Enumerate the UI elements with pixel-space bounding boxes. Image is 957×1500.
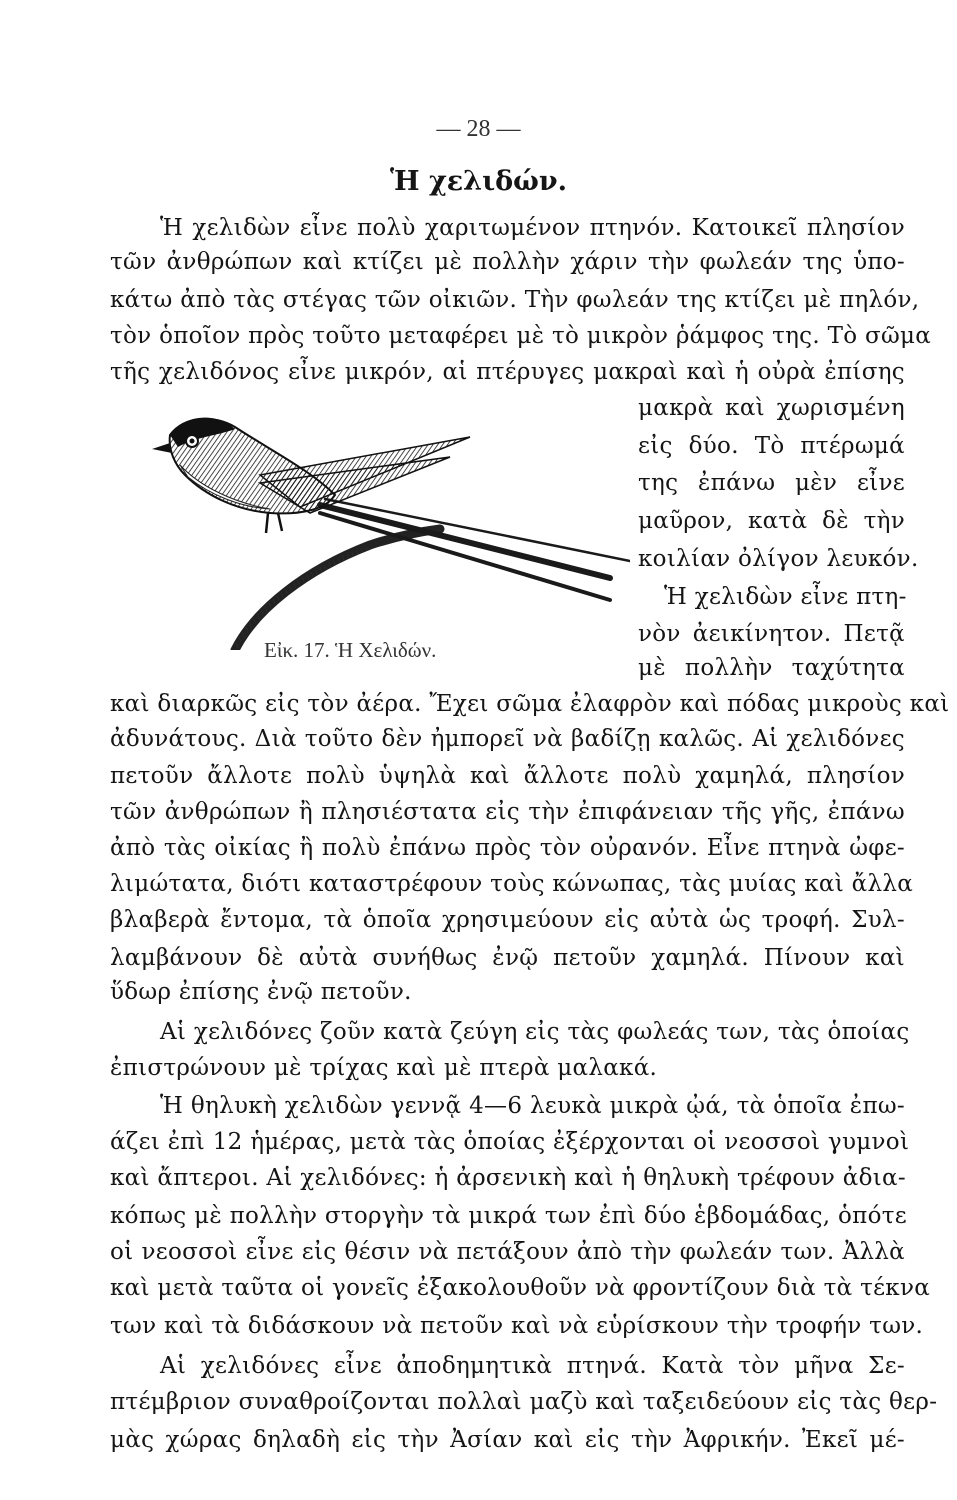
text-line: ἀπὸ τὰς οἰκίας ἢ πολὺ ἐπάνω πρὸς τὸν οὐρανόν. Εἶνε πτηνὰ ὠφε-	[110, 835, 905, 861]
swallow-illustration	[140, 395, 630, 650]
text-line: μὲ πολλὴν ταχύτητα	[638, 655, 905, 681]
text-line: εἰς δύο. Τὸ πτέρωμά	[638, 433, 905, 459]
text-line: μὰς χώρας δηλαδὴ εἰς τὴν Ἀσίαν καὶ εἰς τὴν Ἀφρικήν. Ἐκεῖ μέ-	[110, 1427, 905, 1453]
text-line: καὶ διαρκῶς εἰς τὸν ἀέρα. Ἔχει σῶμα ἐλαφρὸν καὶ πόδας μικροὺς καὶ	[110, 691, 950, 717]
text-line: οἱ νεοσσοὶ εἶνε εἰς θέσιν νὰ πετάξουν ἀπὸ τὴν φωλεάν των. Ἀλλὰ	[110, 1239, 905, 1265]
text-line: πετοῦν ἄλλοτε πολὺ ὑψηλὰ καὶ ἄλλοτε πολὺ χαμηλά, πλησίον	[110, 763, 905, 789]
text-line: τῶν ἀνθρώπων ἢ πλησιέστατα εἰς τὴν ἐπιφάνειαν τῆς γῆς, ἐπάνω	[110, 799, 905, 825]
figure-caption: Εἰκ. 17. Ἡ Χελιδών.	[264, 638, 437, 662]
text-line: Ἡ θηλυκὴ χελιδὼν γεννᾷ 4—6 λευκὰ μικρὰ ᾠά, τὰ ὁποῖα ἐπω-	[160, 1093, 905, 1119]
text-line: ἀδυνάτους. Διὰ τοῦτο δὲν ἠμπορεῖ νὰ βαδίζῃ καλῶς. Αἱ χελιδόνες	[110, 726, 905, 752]
text-line: μαῦρον, κατὰ δὲ τὴν	[638, 508, 905, 534]
text-line: ἐπιστρώνουν μὲ τρίχας καὶ μὲ πτερὰ μαλακά.	[110, 1055, 658, 1081]
page-number: — 28 —	[436, 116, 521, 142]
text-line: τῆς χελιδόνος εἶνε μικρόν, αἱ πτέρυγες μακραὶ καὶ ἡ οὐρὰ ἐπίσης	[110, 359, 905, 385]
text-line: τῶν ἀνθρώπων καὶ κτίζει μὲ πολλὴν χάριν τὴν φωλεάν της ὑπο-	[110, 249, 905, 275]
text-line: νὸν ἀεικίνητον. Πετᾷ	[638, 621, 905, 647]
text-line: Αἱ χελιδόνες ζοῦν κατὰ ζεύγη εἰς τὰς φωλεάς των, τὰς ὁποίας	[160, 1019, 910, 1045]
text-line: Ἡ χελιδὼν εἶνε πολὺ χαριτωμένον πτηνόν. Κατοικεῖ πλησίον	[160, 215, 905, 241]
section-title: Ἡ χελιδών.	[390, 166, 567, 197]
text-line: Αἱ χελιδόνες εἶνε ἀποδημητικὰ πτηνά. Κατὰ τὸν μῆνα Σε-	[160, 1353, 905, 1379]
text-line: ὕδωρ ἐπίσης ἐνῷ πετοῦν.	[110, 979, 412, 1005]
text-line: κοιλίαν ὀλίγον λευκόν.	[638, 546, 919, 572]
text-line: λιμώτατα, διότι καταστρέφουν τοὺς κώνωπας, τὰς μυίας καὶ ἄλλα	[110, 871, 914, 897]
text-line: καὶ μετὰ ταῦτα οἱ γονεῖς ἐξακολουθοῦν νὰ φροντίζουν διὰ τὰ τέκνα	[110, 1275, 931, 1301]
text-line: τὸν ὁποῖον πρὸς τοῦτο μεταφέρει μὲ τὸ μικρὸν ῥάμφος της. Τὸ σῶμα	[110, 323, 932, 349]
text-line: των καὶ τὰ διδάσκουν νὰ πετοῦν καὶ νὰ εὑρίσκουν τὴν τροφήν των.	[110, 1313, 924, 1339]
text-line: καὶ ἄπτεροι. Αἱ χελιδόνες: ἡ ἀρσενικὴ καὶ ἡ θηλυκὴ τρέφουν ἀδια-	[110, 1165, 906, 1191]
text-line: της ἐπάνω μὲν εἶνε	[638, 470, 905, 496]
text-line: κάτω ἀπὸ τὰς στέγας τῶν οἰκιῶν. Τὴν φωλεάν της κτίζει μὲ πηλόν,	[110, 287, 920, 313]
text-line: μακρὰ καὶ χωρισμένη	[638, 395, 905, 421]
text-line: πτέμβριον συναθροίζονται πολλαὶ μαζὺ καὶ ταξειδεύουν εἰς τὰς θερ-	[110, 1389, 938, 1415]
text-line: Ἡ χελιδὼν εἶνε πτη-	[664, 584, 907, 610]
text-line: άζει ἐπὶ 12 ἡμέρας, μετὰ τὰς ὁποίας ἐξέρχονται οἱ νεοσσοὶ γυμνοὶ	[110, 1129, 910, 1155]
text-line: κόπως μὲ πολλὴν στοργὴν τὰ μικρά των ἐπὶ δύο ἑβδομάδας, ὁπότε	[110, 1203, 907, 1229]
text-line: βλαβερὰ ἔντομα, τὰ ὁποῖα χρησιμεύουν εἰς αὐτὰ ὡς τροφή. Συλ-	[110, 907, 905, 933]
text-line: λαμβάνουν δὲ αὐτὰ συνήθως ἐνῷ πετοῦν χαμηλά. Πίνουν καὶ	[110, 945, 905, 971]
